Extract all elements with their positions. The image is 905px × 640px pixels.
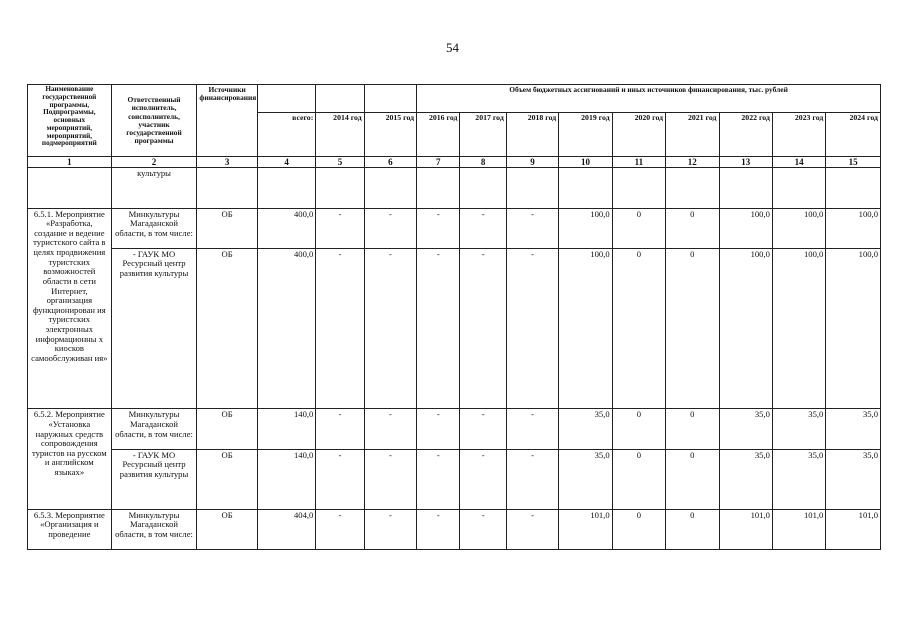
cell-2019: 100,0 (559, 208, 612, 248)
row-source: ОБ (197, 208, 257, 248)
header-empty-3 (364, 85, 416, 113)
header-source: Источники финансирования (197, 85, 257, 157)
row-source: ОБ (197, 449, 257, 509)
cell-2022: 100,0 (719, 208, 772, 248)
column-number: 6 (364, 157, 416, 168)
cell-2018: - (506, 509, 558, 549)
cell-2016: - (417, 509, 460, 549)
cell-2018 (506, 168, 558, 208)
cell-2024: 100,0 (826, 248, 881, 409)
cell-2018: - (506, 409, 558, 449)
cell-2024: 100,0 (826, 208, 881, 248)
cell-2024 (826, 168, 881, 208)
cell-2019 (559, 168, 612, 208)
cell-2014: - (316, 409, 364, 449)
cell-2018: - (506, 208, 558, 248)
cell-2023: 35,0 (772, 409, 825, 449)
row-name (28, 168, 112, 208)
cell-2020: 0 (612, 409, 665, 449)
column-number: 4 (257, 157, 315, 168)
cell-2020: 0 (612, 449, 665, 509)
cell-2023: 100,0 (772, 208, 825, 248)
cell-2022: 35,0 (719, 409, 772, 449)
header-year-2024: 2024 год (826, 113, 881, 157)
header-year-2018: 2018 год (506, 113, 558, 157)
cell-2023: 100,0 (772, 248, 825, 409)
header-executor: Ответственный исполнитель, соисполнитель, участник государственной программы (111, 85, 197, 157)
cell-2017 (460, 168, 506, 208)
header-year-2023: 2023 год (772, 113, 825, 157)
table-row (28, 208, 881, 248)
cell-total: 400,0 (257, 208, 315, 248)
cell-2020 (612, 168, 665, 208)
cell-2015: - (364, 409, 416, 449)
header-year-2019: 2019 год (559, 113, 612, 157)
cell-2017: - (460, 208, 506, 248)
header-empty-2 (316, 85, 364, 113)
row-name: 6.5.3. Мероприятие «Организация и проведение (28, 509, 112, 549)
row-executor: Минкультуры Магаданской области, в том числе: (111, 208, 197, 248)
cell-2019: 35,0 (559, 449, 612, 509)
cell-total: 404,0 (257, 509, 315, 549)
column-number: 11 (612, 157, 665, 168)
column-number: 12 (666, 157, 719, 168)
cell-total: 140,0 (257, 409, 315, 449)
cell-2024: 35,0 (826, 449, 881, 509)
header-row-top (28, 85, 881, 113)
column-number: 1 (28, 157, 112, 168)
cell-2022: 101,0 (719, 509, 772, 549)
cell-2023: 35,0 (772, 449, 825, 509)
header-year-2014: 2014 год (316, 113, 364, 157)
column-number: 9 (506, 157, 558, 168)
cell-2021: 0 (666, 509, 719, 549)
column-number: 3 (197, 157, 257, 168)
cell-2014: - (316, 449, 364, 509)
row-executor: - ГАУК МО Ресурсный центр развития культуры (111, 248, 197, 409)
table-row (28, 248, 881, 409)
table-row (28, 168, 881, 208)
cell-2021: 0 (666, 409, 719, 449)
row-source: ОБ (197, 509, 257, 549)
header-total: всего: (257, 113, 315, 157)
cell-2016: - (417, 449, 460, 509)
cell-2021: 0 (666, 248, 719, 409)
cell-2016: - (417, 248, 460, 409)
header-volume: Объем бюджетных ассигнований и иных источников финансирования, тыс. рублей (417, 85, 881, 113)
cell-2022 (719, 168, 772, 208)
cell-2020: 0 (612, 509, 665, 549)
cell-2020: 0 (612, 248, 665, 409)
cell-2023: 101,0 (772, 509, 825, 549)
cell-2024: 35,0 (826, 409, 881, 449)
header-year-2022: 2022 год (719, 113, 772, 157)
budget-table (27, 84, 881, 550)
cell-2016 (417, 168, 460, 208)
page-number: 54 (446, 40, 459, 55)
cell-2023 (772, 168, 825, 208)
cell-2016: - (417, 409, 460, 449)
cell-2021: 0 (666, 208, 719, 248)
cell-2017: - (460, 409, 506, 449)
table-row (28, 449, 881, 509)
cell-2014 (316, 168, 364, 208)
column-number: 7 (417, 157, 460, 168)
cell-2018: - (506, 449, 558, 509)
cell-2019: 101,0 (559, 509, 612, 549)
cell-2017: - (460, 509, 506, 549)
cell-total (257, 168, 315, 208)
row-source: ОБ (197, 248, 257, 409)
cell-2021 (666, 168, 719, 208)
cell-2021: 0 (666, 449, 719, 509)
cell-2018: - (506, 248, 558, 409)
cell-2022: 100,0 (719, 248, 772, 409)
column-number: 2 (111, 157, 197, 168)
cell-2014: - (316, 509, 364, 549)
row-executor: Минкультуры Магаданской области, в том числе: (111, 509, 197, 549)
column-number: 5 (316, 157, 364, 168)
table-row (28, 409, 881, 449)
header-year-2020: 2020 год (612, 113, 665, 157)
header-empty-1 (257, 85, 315, 113)
header-name: Наименование государственной программы, Подпрограммы, основных мероприятий, мероприятий, подмероприятий (28, 85, 112, 157)
cell-2015: - (364, 449, 416, 509)
cell-2022: 35,0 (719, 449, 772, 509)
cell-2015: - (364, 248, 416, 409)
cell-2015 (364, 168, 416, 208)
cell-2016: - (417, 208, 460, 248)
cell-2019: 35,0 (559, 409, 612, 449)
row-executor: Минкультуры Магаданской области, в том числе: (111, 409, 197, 449)
column-number: 14 (772, 157, 825, 168)
cell-2024: 101,0 (826, 509, 881, 549)
column-number: 13 (719, 157, 772, 168)
cell-2017: - (460, 449, 506, 509)
row-source: ОБ (197, 409, 257, 449)
cell-2014: - (316, 248, 364, 409)
cell-2015: - (364, 509, 416, 549)
cell-2015: - (364, 208, 416, 248)
row-source (197, 168, 257, 208)
column-number: 10 (559, 157, 612, 168)
row-executor: культуры (111, 168, 197, 208)
header-year-2021: 2021 год (666, 113, 719, 157)
header-year-2016: 2016 год (417, 113, 460, 157)
row-name: 6.5.1. Мероприятие «Разработка, создание и ведение туристского сайта в целях продвижения туристских возможностей области в сети Интернет, организация функционирован ия туристских электронных информационны х киосков самообслуживан ия» (28, 208, 112, 409)
cell-total: 140,0 (257, 449, 315, 509)
cell-2017: - (460, 248, 506, 409)
column-numbers-row (28, 157, 881, 168)
row-name: 6.5.2. Мероприятие «Установка наружных средств сопровождения туристов на русском и английском языках» (28, 409, 112, 509)
column-number: 8 (460, 157, 506, 168)
cell-2019: 100,0 (559, 248, 612, 409)
row-executor: - ГАУК МО Ресурсный центр развития культуры (111, 449, 197, 509)
column-number: 15 (826, 157, 881, 168)
header-year-2017: 2017 год (460, 113, 506, 157)
cell-total: 400,0 (257, 248, 315, 409)
cell-2020: 0 (612, 208, 665, 248)
header-year-2015: 2015 год (364, 113, 416, 157)
table-row (28, 509, 881, 549)
cell-2014: - (316, 208, 364, 248)
